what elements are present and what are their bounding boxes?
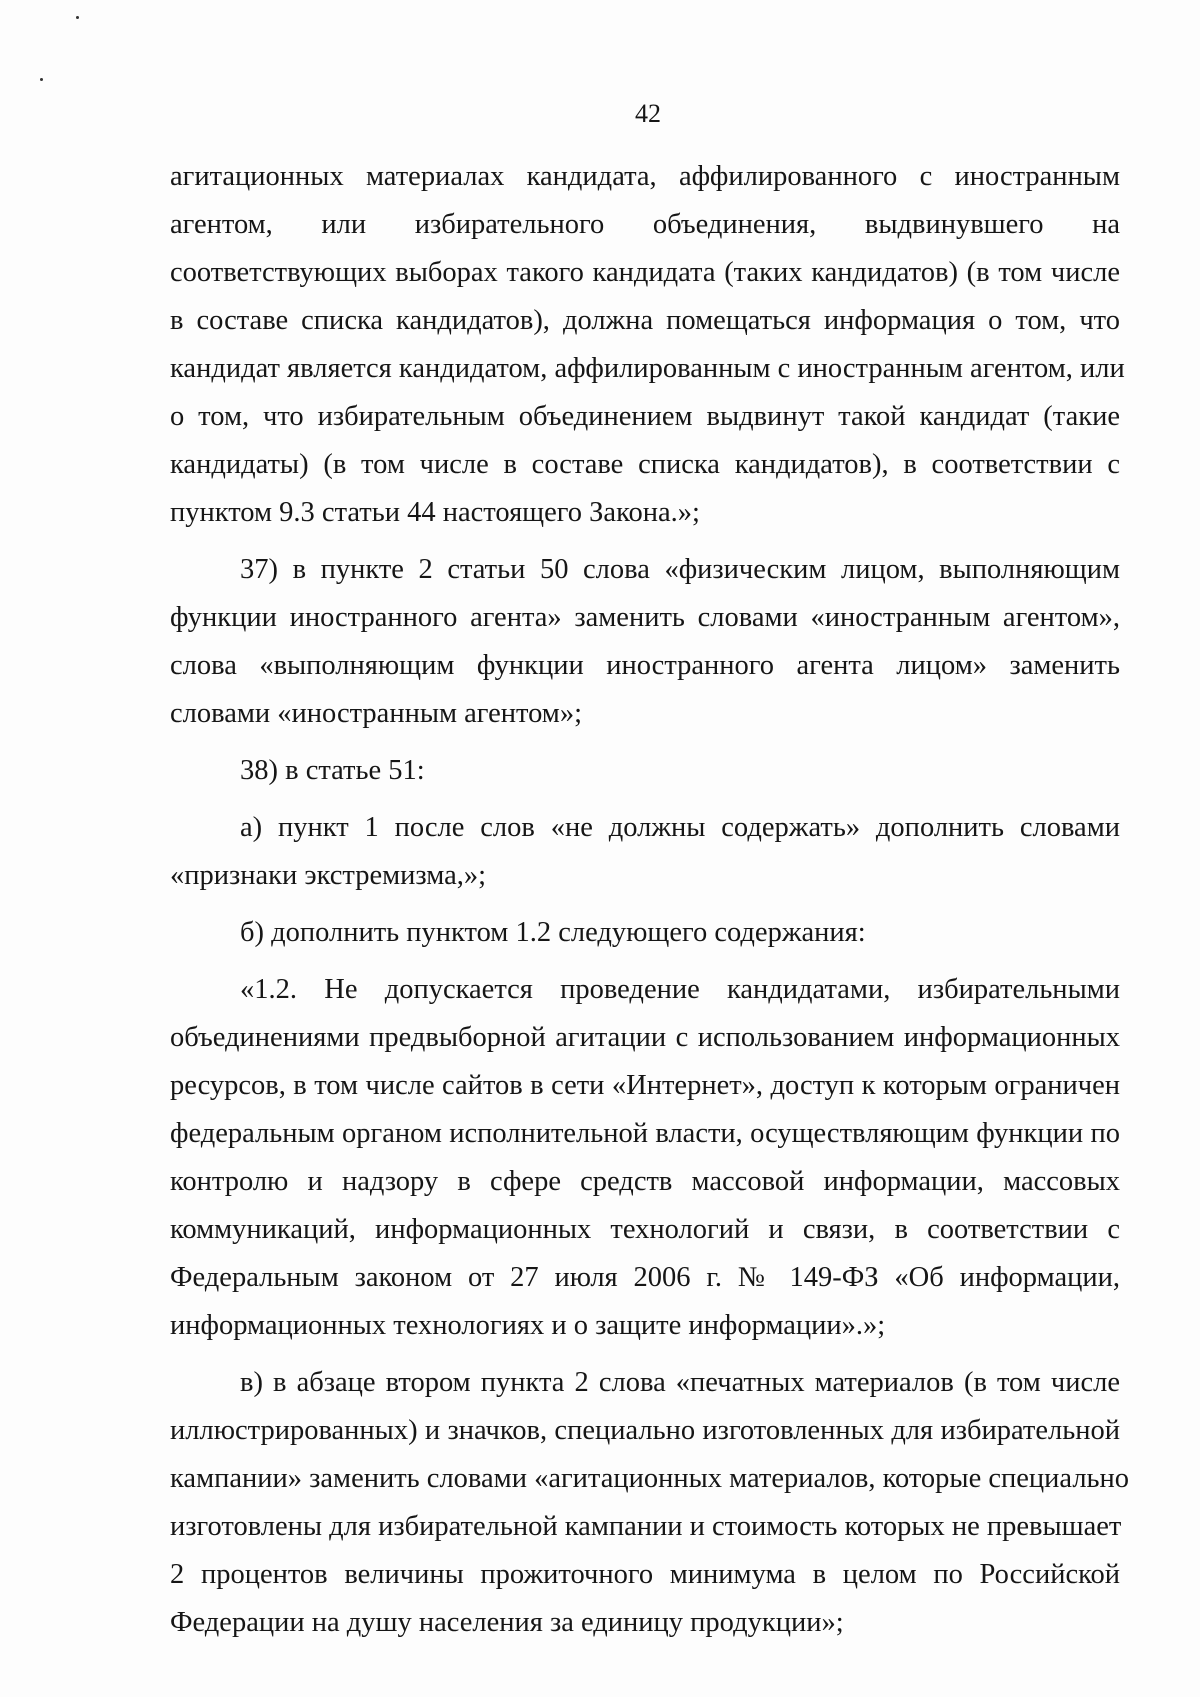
document-body: [170, 153, 1130, 1656]
paragraph-subitem-b: [170, 909, 1120, 957]
text-line: Федеральным законом от 27 июля 2006 г. № 149-ФЗ «Об информации,: [170, 1262, 1120, 1293]
paragraph-subitem-v: [170, 1359, 1130, 1647]
text-line: кандидаты) (в том числе в составе списка кандидатов), в соответствии с: [170, 449, 1120, 480]
text-line: контролю и надзору в сфере средств массовой информации, массовых: [170, 1166, 1120, 1197]
scan-speck: [40, 78, 43, 81]
text-line: информационных технологиях и о защите информации».»;: [170, 1310, 886, 1341]
text-line: кампании» заменить словами «агитационных материалов, которые специально: [170, 1463, 1130, 1494]
text-line: коммуникаций, информационных технологий и связи, в соответствии с: [170, 1214, 1120, 1245]
text-line: «1.2. Не допускается проведение кандидатами, избирательными: [240, 974, 1120, 1005]
text-line: пунктом 9.3 статьи 44 настоящего Закона.»;: [170, 497, 700, 528]
text-line: агентом, или избирательного объединения, выдвинувшего на: [170, 209, 1120, 240]
text-line: федеральным органом исполнительной власти, осуществляющим функции по: [170, 1118, 1120, 1149]
text-line: а) пункт 1 после слов «не должны содержать» дополнить словами: [240, 812, 1120, 843]
text-line: 38) в статье 51:: [240, 755, 425, 786]
text-line: в) в абзаце втором пункта 2 слова «печатных материалов (в том числе: [240, 1367, 1120, 1398]
text-line: слова «выполняющим функции иностранного агента лицом» заменить: [170, 650, 1120, 681]
text-line: функции иностранного агента» заменить словами «иностранным агентом»,: [170, 602, 1120, 633]
text-line: о том, что избирательным объединением выдвинут такой кандидат (такие: [170, 401, 1120, 432]
paragraph-quoted-1-2: [170, 966, 1120, 1350]
text-line: Федерации на душу населения за единицу продукции»;: [170, 1607, 844, 1638]
text-line: ресурсов, в том числе сайтов в сети «Интернет», доступ к которым ограничен: [170, 1070, 1120, 1101]
text-line: «признаки экстремизма,»;: [170, 860, 487, 891]
text-line: 37) в пункте 2 статьи 50 слова «физическим лицом, выполняющим: [240, 554, 1120, 585]
paragraph-subitem-a: [170, 804, 1120, 900]
text-line: в составе списка кандидатов), должна помещаться информация о том, что: [170, 305, 1120, 336]
text-line: соответствующих выборах такого кандидата (таких кандидатов) (в том числе: [170, 257, 1120, 288]
text-line: иллюстрированных) и значков, специально изготовленных для избирательной: [170, 1415, 1120, 1446]
text-line: словами «иностранным агентом»;: [170, 698, 582, 729]
text-line: объединениями предвыборной агитации с использованием информационных: [170, 1022, 1120, 1053]
page-number: 42: [635, 99, 661, 128]
paragraph-item-37: [170, 546, 1120, 738]
text-line: агитационных материалах кандидата, аффилированного с иностранным: [170, 161, 1120, 192]
scan-speck: [76, 16, 79, 19]
text-line: кандидат является кандидатом, аффилированным с иностранным агентом, или: [170, 353, 1125, 384]
text-line: изготовлены для избирательной кампании и стоимость которых не превышает: [170, 1511, 1122, 1542]
paragraph-continuation: [170, 153, 1125, 537]
paragraph-item-38: [170, 747, 1120, 795]
text-line: 2 процентов величины прожиточного минимума в целом по Российской: [170, 1559, 1120, 1590]
text-line: б) дополнить пунктом 1.2 следующего содержания:: [240, 917, 866, 948]
